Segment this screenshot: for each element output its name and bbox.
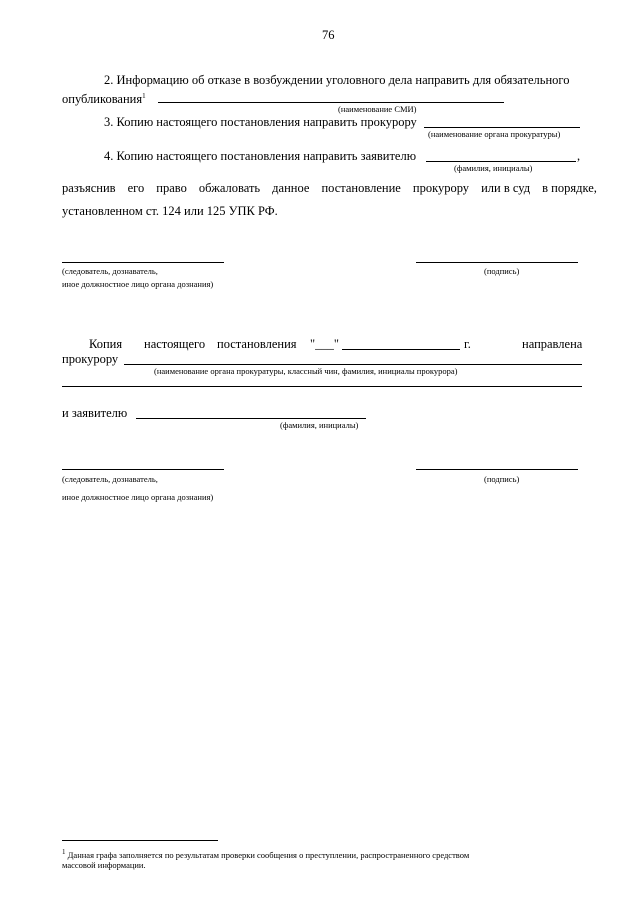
- copy-prosecutor-line-2[interactable]: [62, 386, 582, 387]
- media-name-caption: (наименование СМИ): [338, 104, 417, 114]
- official-caption-2a: (следователь, дознаватель,: [62, 474, 158, 484]
- copy-year-suffix: г.: [464, 337, 471, 351]
- official-caption-2b: иное должностное лицо органа дознания): [62, 492, 214, 502]
- official-caption-1b: иное должностное лицо органа дознания): [62, 279, 214, 289]
- item2-cont-word: опубликования: [62, 92, 143, 107]
- footnote-mark: 1: [62, 848, 66, 856]
- applicant-name-caption: (фамилия, инициалы): [454, 163, 533, 173]
- signature-line-1[interactable]: [416, 262, 578, 263]
- item4-comma: ,: [577, 149, 581, 163]
- explain-word: данное: [272, 181, 310, 195]
- applicant-name-line[interactable]: [426, 161, 576, 162]
- footnote-ref: 1: [142, 92, 146, 100]
- copy-word-2: настоящего: [144, 337, 206, 351]
- item2-text: 2. Информацию об отказе в возбуждении уголовного дела направить для обязательного: [104, 73, 570, 87]
- sign-caption-1: (подпись): [484, 266, 520, 276]
- explain-word: прокурору: [412, 181, 470, 195]
- item2-cont: [62, 89, 146, 106]
- explain-line1: [62, 181, 597, 195]
- media-name-line[interactable]: [158, 102, 504, 103]
- copy-date-day[interactable]: "___": [310, 337, 339, 351]
- copy-prosecutor-line[interactable]: [124, 364, 582, 365]
- page-number: 76: [322, 28, 335, 42]
- explain-word: право: [156, 181, 187, 195]
- footnote-text-2: массовой информации.: [62, 860, 146, 870]
- explain-word: постановление: [321, 181, 401, 195]
- explain-word: или в суд: [481, 181, 531, 195]
- prosecutor-organ-caption: (наименование органа прокуратуры): [428, 129, 561, 139]
- prosecutor-organ-line[interactable]: [424, 127, 580, 128]
- copy-word-3: постановления: [217, 337, 297, 351]
- footnote-separator: [62, 840, 218, 841]
- item3-text: 3. Копию настоящего постановления направить прокурору: [104, 115, 417, 129]
- explain-line2: установленном ст. 124 или 125 УПК РФ.: [62, 204, 278, 218]
- sign-caption-2: (подпись): [484, 474, 520, 484]
- explain-word: разъяснив: [62, 181, 116, 195]
- explain-word: в порядке,: [542, 181, 597, 195]
- copy-prosecutor-label: прокурору: [62, 352, 119, 366]
- explain-word: его: [127, 181, 145, 195]
- copy-date-line[interactable]: [342, 349, 460, 350]
- item4-text: 4. Копию настоящего постановления направить заявителю: [104, 149, 417, 163]
- official-signature-line-2[interactable]: [62, 469, 224, 470]
- official-signature-line-1[interactable]: [62, 262, 224, 263]
- copy-applicant-label: и заявителю: [62, 406, 128, 420]
- signature-line-2[interactable]: [416, 469, 578, 470]
- copy-word-1: Копия: [89, 337, 123, 351]
- official-caption-1a: (следователь, дознаватель,: [62, 266, 158, 276]
- footnote-text-1: Данная графа заполняется по результатам проверки сообщения о преступлении, распространенного средством: [67, 849, 470, 860]
- footnote-line-1: [62, 847, 469, 860]
- copy-applicant-caption: (фамилия, инициалы): [280, 420, 359, 430]
- explain-word: обжаловать: [198, 181, 261, 195]
- copy-sent-word: направлена: [522, 337, 583, 351]
- copy-prosecutor-caption: (наименование органа прокуратуры, классный чин, фамилия, инициалы прокурора): [154, 366, 458, 376]
- copy-applicant-line[interactable]: [136, 418, 366, 419]
